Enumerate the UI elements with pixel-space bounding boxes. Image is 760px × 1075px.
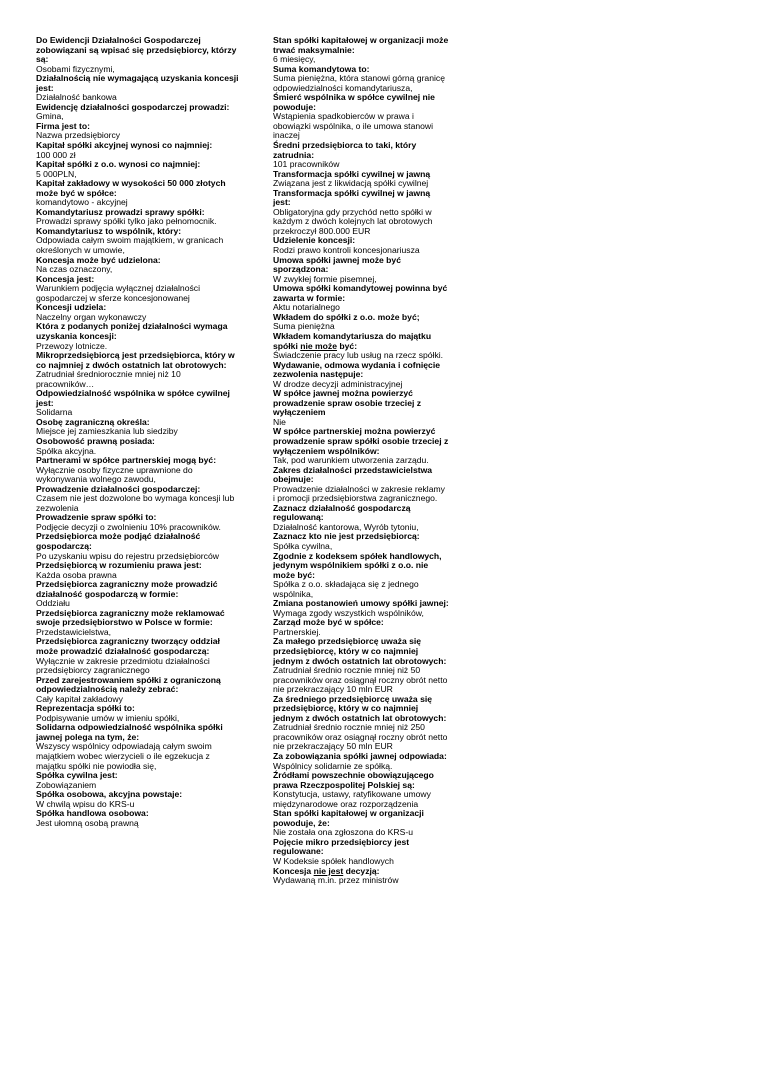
answer-text: Rodzi prawo kontroli koncesjonariusza [273,245,420,256]
qa-entry [273,141,449,170]
answer-text: Wymaga zgody wszystkich wspólników, [273,607,424,618]
qa-entry [36,790,241,809]
question-text: Koncesja jest: [36,273,95,284]
answer-text: Spółka akcyjna. [36,445,97,456]
answer-text: Prowadzi sprawy spółki tylko jako pełnomocnik. [36,216,217,227]
question-text: Stan spółki kapitałowej w organizacji może trwać maksymalnie: [273,35,449,55]
qa-entry [36,609,241,638]
question-text: Komandytariusz prowadzi sprawy spółki: [36,206,205,217]
question-text: Zmiana postanowień umowy spółki jawnej: [273,598,449,609]
answer-text: Wyłącznie osoby fizyczne uprawnione do wykonywania wolnego zawodu, [36,464,193,485]
qa-entry [36,513,241,532]
answer-text: Warunkiem podjęcia wyłącznej działalności gospodarczej w sferze koncesjonowanej [36,283,200,303]
question-text: Kapitał zakładowy w wysokości 50 000 złotych może być w spółce: [36,178,226,198]
answer-text: Wspólnicy solidarnie ze spółką. [273,760,393,771]
answer-text: Wstąpienia spadkobierców w prawa i obowiązki wspólnika, o ile umowa stanowi inaczej [273,111,434,141]
answer-text: Świadczenie pracy lub usług na rzecz spółki. [273,350,444,361]
question-text: Reprezentacja spółki to: [36,703,135,714]
question-text: Która z podanych poniżej działalności wymaga uzyskania koncesji: [36,321,228,341]
answer-text: Po uzyskaniu wpisu do rejestru przedsiębiorców [36,550,219,561]
question-text: Prowadzenie spraw spółki to: [36,512,157,523]
question-text: Do Ewidencji Działalności Gospodarczej zobowiązani są wpisać się przedsiębiorcy, którzy są: [36,35,237,65]
qa-entry [36,103,241,122]
question-text: W spółce partnerskiej można powierzyć prowadzenie spraw spółki osobie trzeciej z wyłączeniem wspólników: [273,426,449,456]
answer-text: Jest ułomną osobą prawną [36,817,139,828]
question-text: Spółka cywilna jest: [36,770,118,781]
answer-text: Nazwa przedsiębiorcy [36,130,121,141]
answer-text: 100 000 zł [36,149,76,160]
question-text: Zaznacz działalność gospodarczą regulowaną: [273,502,411,523]
qa-entry [36,36,241,74]
question-text: Koncesja może być udzielona: [36,254,161,265]
question-text: W spółce jawnej można powierzyć prowadzenie spraw osobie trzeciej z wyłączeniem [273,388,422,418]
answer-text: Suma pieniężna, która stanowi górną granicę odpowiedzialności komandytariusza, [273,73,445,93]
question-text: Kapitał spółki akcyjnej wynosi co najmniej: [36,140,213,151]
question-text: Osobowość prawną posiada: [36,435,155,446]
answer-text: Miejsce jej zamieszkania lub siedziby [36,426,178,437]
question-text: Firma jest to: [36,120,90,131]
answer-text: W drodze decyzji administracyjnej [273,378,403,389]
answer-text: Gmina, [36,111,64,122]
question-text: Osobę zagraniczną określa: [36,416,150,427]
question-text: Pojęcie mikro przedsiębiorcy jest regulowane: [273,836,410,857]
answer-text: Naczelny organ wykonawczy [36,311,147,322]
answer-text: Związana jest z likwidacją spółki cywilnej [273,178,429,189]
answer-text: Działalność kantorowa, Wyrób tytoniu, [273,521,419,532]
qa-entry [36,141,241,160]
answer-text: Na czas oznaczony, [36,264,113,275]
qa-entry [36,532,241,561]
answer-text: Nie [273,416,286,427]
left-column [36,36,241,828]
question-text: Za średniego przedsiębiorcę uważa się przedsiębiorcę, który w co najmniej jednym z dwóch ostatnich lat obrotowych: [273,693,447,723]
question-underlined-part: nie jest [313,865,344,876]
answer-text: Działalność bankowa [36,92,117,103]
question-text: Przed zarejestrowaniem spółki z ograniczoną odpowiedzialnością należy zebrać: [36,674,221,695]
question-text: Wydawanie, odmowa wydania i cofnięcie zezwolenia następuje: [273,359,440,380]
qa-entry [273,36,449,65]
answer-text: Solidarna [36,407,73,418]
qa-entry [273,170,449,189]
question-text: Średni przedsiębiorca to taki, który zatrudnia: [273,140,417,160]
qa-entry [36,456,241,485]
answer-text: komandytowo - akcyjnej [36,197,128,208]
answer-text: Aktu notarialnego [273,302,340,313]
question-text: Za małego przedsiębiorcę uważa się przedsiębiorcę, który w co najmniej jednym z dwóch ostatnich lat obrotowych: [273,636,447,666]
question-text: Prowadzenie działalności gospodarczej: [36,483,201,494]
qa-entry [36,771,241,790]
qa-entry [36,160,241,179]
qa-entry [273,637,449,694]
answer-text: Prowadzenie działalności w zakresie reklamy i promocji przedsiębiorstwa zagranicznego. [273,483,445,504]
answer-text: W zwykłej formie pisemnej, [273,273,377,284]
answer-text: Każda osoba prawna [36,569,117,580]
answer-text: Wszyscy wspólnicy odpowiadają całym swoim majątkiem wobec wierzycieli o ile egzekucja z majątku spółki nie powiodła się, [36,741,212,771]
qa-entry [36,437,241,456]
question-text: Ewidencję działalności gospodarczej prowadzi: [36,101,230,112]
answer-text: 101 pracowników [273,159,340,170]
question-text-part: Koncesja [273,865,314,876]
qa-entry [36,485,241,514]
qa-entry [273,809,449,838]
question-text: Spółka handlowa osobowa: [36,808,149,819]
answer-text: Wydawaną m.in. przez ministrów [273,875,399,886]
qa-entry [36,275,241,304]
answer-text: Zobowiązaniem [36,779,97,790]
qa-entry [36,122,241,141]
answer-text: Spółka cywilna, [273,540,333,551]
answer-text: Wyłącznie w zakresie przedmiotu działalności przedsiębiorcy zagranicznego [36,655,210,676]
answer-text: Podjęcie decyzji o zwolnieniu 10% pracowników. [36,521,221,532]
answer-text: Odpowiada całym swoim majątkiem, w granicach określonych w umowie, [36,235,224,256]
question-text: Przedsiębiorcą w rozumieniu prawa jest: [36,560,202,571]
qa-entry [36,74,241,103]
qa-entry [273,695,449,752]
question-text: Mikroprzedsiębiorcą jest przedsiębiorca, który w co najmniej z dwóch ostatnich lat obrotowych: [36,350,235,370]
answer-text: Podpisywanie umów w imieniu spółki, [36,712,180,723]
qa-entry [36,303,241,322]
qa-entry [36,580,241,609]
qa-entry [36,809,241,828]
qa-entry [36,322,241,351]
question-text: Przedsiębiorca zagraniczny może reklamować swoje przedsiębiorstwo w Polsce w formie: [36,607,225,628]
answer-text: W Kodeksie spółek handlowych [273,856,394,867]
answer-text: Zatrudniał średnio rocznie mniej niż 50 pracowników oraz osiągnął roczny obrót netto nie przekraczający 10 mln EUR [273,665,448,695]
answer-text: Partnerskiej. [273,626,321,637]
right-column [273,36,449,886]
question-text: Umowa spółki komandytowej powinna być zawarta w formie: [273,283,448,303]
qa-entry [36,256,241,275]
qa-entry [273,332,449,361]
qa-entry [273,532,449,551]
qa-entry [273,466,449,504]
qa-entry [273,427,449,465]
qa-entry [36,561,241,580]
qa-entry [273,256,449,285]
answer-text: Spółka z o.o. składająca się z jednego wspólnika, [273,579,419,599]
qa-entry [36,723,241,771]
qa-entry [273,552,449,600]
qa-entry [273,599,449,618]
question-text: Zakres działalności przedstawicielstwa obejmuje: [273,464,433,485]
question-text: Wkładem do spółki z o.o. może być; [273,311,420,322]
question-text: Zarząd może być w spółce: [273,617,384,628]
qa-entry [273,93,449,141]
question-text: Zgodnie z kodeksem spółek handlowych, jedynym wspólnikiem spółki z o.o. nie może być: [273,550,442,580]
question-underlined-part: nie może [300,340,338,351]
question-text: Śmierć wspólnika w spółce cywilnej nie powoduje: [273,92,435,112]
answer-text: Zatrudniał średnio rocznie mniej niż 250 pracowników oraz osiągnął roczny obrót netto nie przekraczający 50 mln EUR [273,722,448,752]
qa-entry [273,313,449,332]
question-text: Zaznacz kto nie jest przedsiębiorcą: [273,531,420,542]
qa-entry [36,704,241,723]
qa-entry [36,676,241,705]
qa-entry [273,361,449,390]
qa-entry [36,351,241,389]
answer-text: Czasem nie jest dozwolone bo wymaga koncesji lub zezwolenia [36,493,235,513]
question-text: Umowa spółki jawnej może być sporządzona: [273,254,401,275]
question-text-part: Wkładem komandytariusza do majątku spółki [273,330,432,351]
question-text: Przedsiębiorca zagraniczny może prowadzić działalność gospodarczą w formie: [36,579,218,599]
qa-entry [36,389,241,418]
qa-entry [273,236,449,255]
answer-text: Oddziału [36,598,70,609]
answer-text: Tak, pod warunkiem utworzenia zarządu. [273,455,429,466]
question-text: Przedsiębiorca może podjąć działalność gospodarczą: [36,531,201,551]
question-text: Stan spółki kapitałowej w organizacji powoduje, że: [273,808,424,828]
qa-entry [273,504,449,533]
question-text: Źródłami powszechnie obowiązującego prawa Rzeczpospolitej Polskiej są: [273,770,434,790]
question-text: Działalnością nie wymagającą uzyskania koncesji jest: [36,73,239,93]
qa-entry [273,618,449,637]
answer-text: 5 000PLN, [36,168,77,179]
qa-entry [36,208,241,227]
question-text: Transformacja spółki cywilnej w jawną [273,168,431,179]
question-text: Przedsiębiorca zagraniczny tworzący oddział może prowadzić działalność gospodarczą: [36,636,220,656]
qa-entry [273,867,449,886]
question-text-part: decyzją: [343,865,380,876]
qa-entry [273,189,449,237]
question-text: Kapitał spółki z o.o. wynosi co najmniej: [36,159,201,170]
answer-text: 6 miesięcy, [273,54,316,65]
answer-text: W chwilą wpisu do KRS-u [36,798,135,809]
qa-entry [36,418,241,437]
qa-entry [273,65,449,94]
question-text: Spółka osobowa, akcyjna powstaje: [36,789,183,800]
answer-text: Nie została ona zgłoszona do KRS-u [273,827,413,838]
qa-entry [273,389,449,427]
question-text: Suma komandytowa to: [273,63,370,74]
qa-entry [36,637,241,675]
question-text: Partnerami w spółce partnerskiej mogą być: [36,455,217,466]
qa-entry [36,179,241,208]
answer-text: Konstytucja, ustawy, ratyfikowane umowy międzynarodowe oraz rozporządzenia [273,789,431,809]
answer-text: Cały kapitał zakładowy [36,693,123,704]
answer-text: Zatrudniał średniorocznie mniej niż 10 pracowników… [36,369,181,389]
question-text: Koncesji udziela: [36,302,107,313]
question-text: Udzielenie koncesji: [273,235,356,246]
question-text: Za zobowiązania spółki jawnej odpowiada: [273,751,447,762]
qa-entry [273,284,449,313]
qa-entry [273,838,449,867]
question-text: Solidarna odpowiedzialność wspólnika spółki jawnej polega na tym, że: [36,722,223,742]
qa-entry [36,227,241,256]
answer-text: Przewozy lotnicze. [36,340,108,351]
question-text: Odpowiedzialność wspólnika w spółce cywilnej jest: [36,388,230,408]
answer-text: Obligatoryjna gdy przychód netto spółki w każdym z dwóch kolejnych lat obrotowych przekroczył 800.000 EUR [273,206,433,236]
answer-text: Suma pieniężna [273,321,335,332]
qa-entry [273,771,449,809]
qa-entry [273,752,449,771]
question-text-part: być: [337,340,358,351]
question-text: Transformacja spółki cywilnej w jawną jest: [273,187,431,208]
answer-text: Osobami fizycznymi, [36,63,115,74]
question-text: Komandytariusz to wspólnik, który: [36,225,182,236]
answer-text: Przedstawicielstwa, [36,626,111,637]
question-text [273,332,449,351]
